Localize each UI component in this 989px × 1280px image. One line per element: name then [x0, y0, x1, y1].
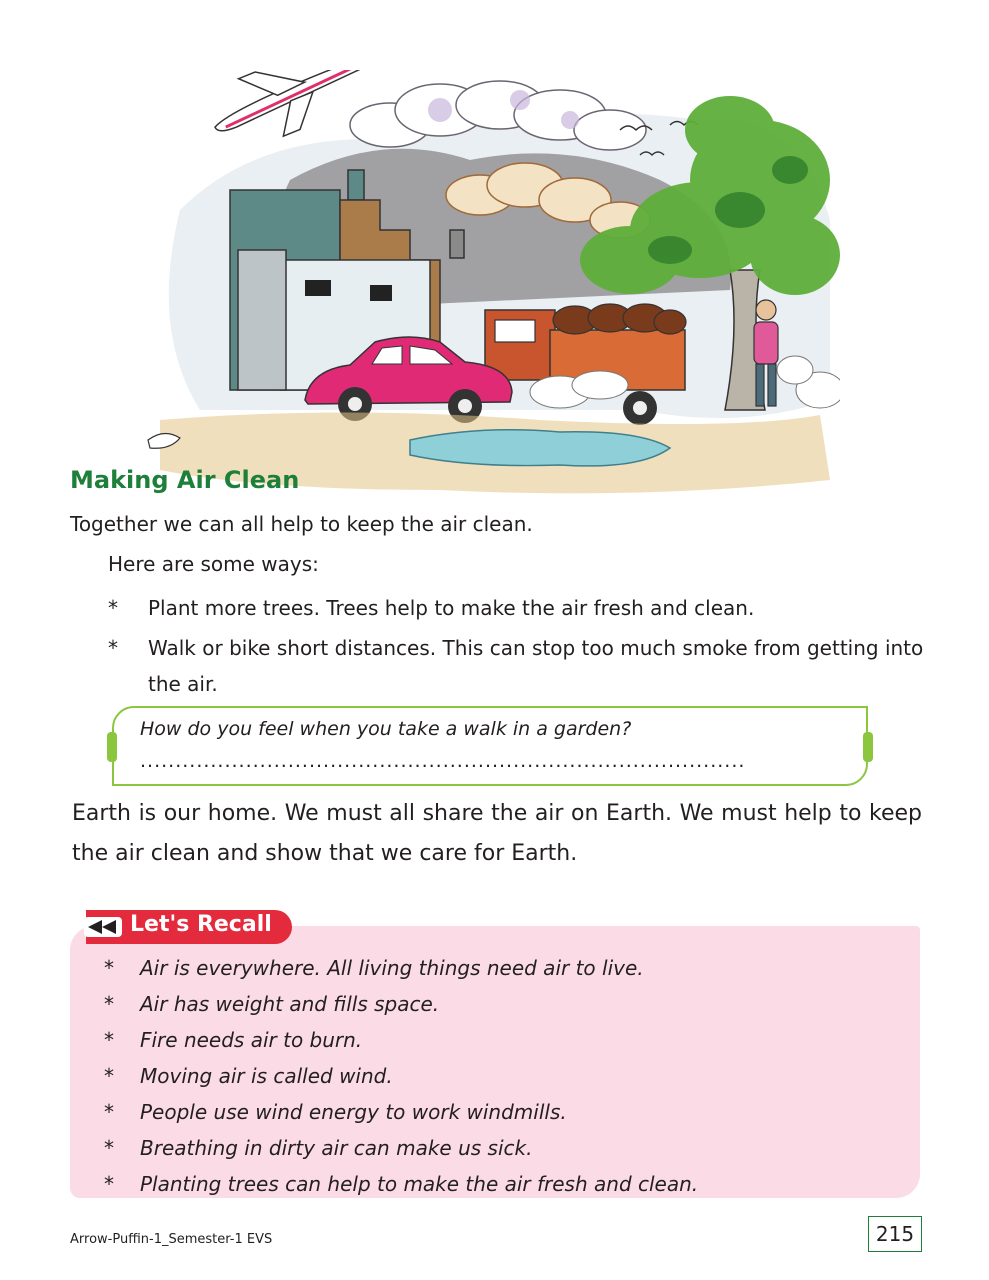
list-item: [104, 1022, 904, 1058]
ways-label: Here are some ways:: [108, 552, 319, 576]
recall-list: [104, 950, 904, 1202]
bullet-star: *: [104, 992, 114, 1016]
list-item-text: Plant more trees. Trees help to make the air fresh and clean.: [148, 596, 755, 620]
list-item: [104, 1094, 904, 1130]
recall-title: Let's Recall: [130, 912, 272, 937]
answer-line[interactable]: ......................................................................................: [140, 750, 746, 772]
box-tab-right: [863, 732, 873, 762]
list-item-text: Walk or bike short distances. This can stop too much smoke from getting into the air.: [148, 636, 924, 696]
list-item: [104, 986, 904, 1022]
list-item-text: Breathing in dirty air can make us sick.: [140, 1136, 533, 1160]
question-box: [112, 706, 868, 786]
question-text: How do you feel when you take a walk in a garden?: [140, 718, 632, 740]
bullet-star: *: [104, 1172, 114, 1196]
bullet-star: *: [104, 1028, 114, 1052]
bullet-star: *: [108, 596, 118, 620]
list-item: [104, 950, 904, 986]
section-heading: Making Air Clean: [70, 466, 300, 494]
rewind-icon: [84, 917, 122, 937]
list-item: [104, 1166, 904, 1202]
ways-list: [108, 590, 928, 706]
list-item: [104, 1130, 904, 1166]
bullet-star: *: [108, 636, 118, 660]
bullet-star: *: [104, 956, 114, 980]
list-item-text: Air has weight and fills space.: [140, 992, 440, 1016]
list-item-text: Planting trees can help to make the air fresh and clean.: [140, 1172, 699, 1196]
list-item-text: Air is everywhere. All living things need air to live.: [140, 956, 644, 980]
list-item-text: Moving air is called wind.: [140, 1064, 393, 1088]
bullet-star: *: [104, 1100, 114, 1124]
intro-text: Together we can all help to keep the air clean.: [70, 512, 533, 536]
list-item: [108, 630, 928, 702]
list-item-text: Fire needs air to burn.: [140, 1028, 363, 1052]
bullet-star: *: [104, 1136, 114, 1160]
bullet-star: *: [104, 1064, 114, 1088]
book-footer: Arrow-Puffin-1_Semester-1 EVS: [70, 1232, 273, 1247]
recall-badge: [86, 910, 292, 944]
earth-paragraph: Earth is our home. We must all share the air on Earth. We must help to keep the air clean and show that we care for Earth.: [72, 801, 922, 866]
list-item: [104, 1058, 904, 1094]
box-tab-left: [107, 732, 117, 762]
list-item: [108, 590, 928, 626]
list-item-text: People use wind energy to work windmills.: [140, 1100, 567, 1124]
pollution-scene-illustration: [140, 70, 840, 500]
page-number: 215: [868, 1216, 922, 1252]
